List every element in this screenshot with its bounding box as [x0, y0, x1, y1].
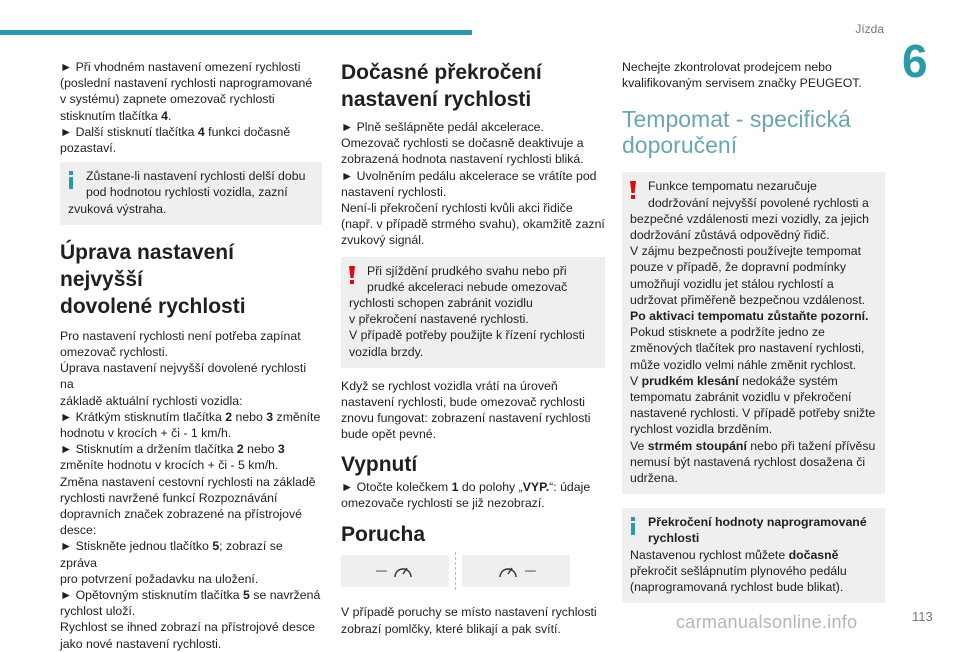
info-box: [60, 162, 322, 225]
text-line: Ve strmém stoupání nebo při tažení přívěsu: [630, 438, 876, 453]
text-line: nastavené rychlosti. V případě potřeby snižte: [630, 406, 876, 421]
text-line: rychlosti navržené funkcí Rozpoznávání: [60, 490, 278, 505]
info-icon: [66, 170, 76, 190]
text-line: ► Krátkým stisknutím tlačítka 2 nebo 3 změníte: [60, 409, 321, 424]
col2-after: [341, 378, 605, 443]
text-line: rychlost vozidla brzděním.: [630, 422, 773, 437]
watermark: carmanualsonline.info: [676, 612, 858, 632]
porucha-heading: Porucha: [341, 523, 426, 547]
text-line: stisknutím tlačítka 4.: [60, 108, 172, 123]
text-line: pod hodnotou rychlosti vozidla, zazní: [86, 185, 288, 200]
section-title: Jízda: [855, 22, 884, 36]
text-line: ► Plně sešlápněte pedál akcelerace.: [341, 120, 544, 134]
info-icon: [628, 516, 638, 536]
text-line: dopravních značek zobrazené na přístrojové: [60, 507, 302, 522]
text-line: prudké akceleraci nebude omezovač: [367, 279, 568, 294]
heading-line: Dočasné překročení: [341, 61, 542, 84]
text-line: zvukový signál.: [341, 233, 425, 248]
warning-icon: [347, 265, 357, 285]
text-line: základě aktuální rychlosti vozidla:: [60, 393, 243, 408]
text-line: ► Stiskněte jednou tlačítko 5; zobrazí se zpráva: [60, 539, 283, 570]
text-line: bezpečné vzdálenosti mezi vozidly, za jejich: [630, 211, 869, 226]
col2-heading: [341, 59, 605, 113]
text-line: znovu fungovat: zobrazení nastavení rychlosti: [341, 411, 591, 426]
page-number: 113: [912, 609, 933, 624]
warning-box-text: [349, 263, 597, 360]
text-line: Když se rychlost vozidla vrátí na úroveň: [341, 378, 558, 393]
speedometer-icon: [392, 562, 414, 580]
text-line: zobrazí pomlčky, které blikají a pak svítí.: [341, 621, 561, 636]
column-1: [60, 59, 322, 652]
text-line: omezovač rychlosti.: [60, 345, 168, 360]
text-line: Změna nastavení cestovní rychlosti na základě: [60, 474, 316, 489]
text-line: ► Opětovným stisknutím tlačítka 5 se navržená: [60, 588, 321, 603]
dashes-indicator: ----: [375, 565, 387, 578]
text-line: Pro nastavení rychlosti není potřeba zapínat: [60, 328, 301, 343]
col1-heading: [60, 239, 322, 320]
warning-icon: [628, 180, 638, 200]
text-line: ► Při vhodném nastavení omezení rychlosti: [60, 60, 301, 74]
text-line: dodržování zůstává odpovědný řidič.: [630, 228, 830, 243]
text-line: zobrazená hodnota nastavení rychlosti bliká.: [341, 152, 584, 167]
text-line: V případě potřeby použijte k řízení rychlosti: [349, 328, 585, 343]
text-line: ► Další stisknutí tlačítka 4 funkci dočasně: [60, 124, 291, 139]
text-line: rychlosti: [648, 531, 700, 546]
text-line: změníte hodnotu v krocích + či - 5 km/h.: [60, 458, 279, 473]
text-line: hodnotu v krocích + či - 1 km/h.: [60, 426, 232, 441]
text-line: (naprogramovaná rychlost bude blikat).: [630, 580, 844, 595]
text-line: Nastavenou rychlost můžete dočasně: [630, 547, 839, 562]
text-line: Po aktivaci tempomatu zůstaňte pozorní.: [630, 309, 869, 324]
text-line: rychlost uloží.: [60, 604, 136, 619]
text-line: vozidla brzdy.: [349, 344, 424, 359]
text-line: v systému) zapnete omezovač rychlosti: [60, 92, 275, 107]
text-line: udržovat přiměřeně bezpečnou vzdálenost.: [630, 292, 866, 307]
text-line: pozastaví.: [60, 141, 117, 156]
heading-line: Tempomat - specifická: [622, 106, 851, 133]
text-line: dodržování nejvyšší povolené rychlosti a: [648, 195, 869, 210]
text-line: Omezovač rychlosti se dočasně deaktivuje a: [341, 136, 584, 151]
text-line: V zájmu bezpečnosti používejte tempomat: [630, 244, 862, 259]
text-line: omezovače rychlosti se již nezobrazí.: [341, 496, 545, 511]
text-line: kvalifikovaným servisem značky PEUGEOT.: [622, 76, 862, 91]
heading-line: doporučení: [622, 132, 738, 159]
warning-box: [622, 172, 885, 494]
text-line: Nechejte zkontrolovat prodejcem nebo: [622, 60, 832, 74]
text-line: Rychlost se ihned zobrazí na přístrojové desce: [60, 620, 315, 635]
fault-panel-right: [462, 555, 570, 587]
text-line: rychlosti schopen zabránit vozidlu: [349, 296, 533, 311]
col3-intro: [622, 59, 885, 91]
text-line: V prudkém klesání nedokáže systém: [630, 373, 838, 388]
text-line: v překročení nastavené rychlosti.: [349, 312, 529, 327]
col1-intro: [60, 59, 322, 156]
info-box: [622, 508, 885, 603]
speedometer-icon: [497, 562, 519, 580]
text-line: V případě poruchy se místo nastavení rychlosti: [341, 605, 597, 620]
text-line: nastavení rychlosti.: [341, 184, 447, 199]
dashes-indicator: ----: [524, 565, 536, 578]
heading-line: Úprava nastavení nejvyšší: [60, 240, 234, 291]
chapter-number: 6: [902, 35, 928, 87]
text-line: Při sjíždění prudkého svahu nebo při: [367, 263, 567, 278]
panel-divider: [455, 552, 456, 590]
text-line: desce:: [60, 523, 97, 538]
text-line: ► Uvolněním pedálu akcelerace se vrátíte pod: [341, 168, 597, 183]
text-line: bude opět pevné.: [341, 427, 437, 442]
text-line: Zůstane-li nastavení rychlosti delší dobu: [86, 169, 306, 184]
fault-display: [341, 555, 605, 590]
col1-body: [60, 328, 322, 652]
vypnuti-heading: Vypnutí: [341, 452, 418, 476]
text-line: (poslední nastavení rychlosti naprogramované: [60, 76, 313, 91]
text-line: umožňují vozidlu jet stálou rychlostí a: [630, 276, 834, 291]
text-line: nemusí být nastavená rychlost dosažena či: [630, 454, 866, 469]
text-line: Pokud stisknete a podržíte jedno ze: [630, 325, 825, 340]
vypnuti-body: [341, 479, 605, 511]
text-line: Překročení hodnoty naprogramované: [648, 515, 867, 530]
warning-box-text: [630, 178, 877, 486]
col2-body: [341, 119, 605, 249]
text-line: tempomatu zabránit vozidlu v překročení: [630, 390, 852, 405]
porucha-body: [341, 604, 605, 636]
text-line: pouze v případě, že dopravní podmínky: [630, 260, 847, 275]
header-accent-bar: [0, 30, 472, 35]
text-line: Úprava nastavení nejvyšší dovolené rychlosti na: [60, 361, 307, 392]
text-line: jako nové nastavení rychlosti.: [60, 636, 222, 651]
text-line: překročit sešlápnutím plynového pedálu: [630, 563, 847, 578]
text-line: zvuková výstraha.: [68, 201, 167, 216]
text-line: nastavení rychlosti, bude omezovač rychlosti: [341, 395, 586, 410]
fault-panel-left: [341, 555, 449, 587]
info-box-text: [68, 168, 314, 217]
info-box-text: [630, 514, 877, 595]
col3-heading: [622, 106, 885, 158]
text-line: ► Stisknutím a držením tlačítka 2 nebo 3: [60, 442, 285, 457]
column-2: [341, 59, 605, 637]
text-line: ► Otočte kolečkem 1 do polohy „VYP.“: údaje: [341, 479, 591, 494]
text-line: udržena.: [630, 471, 678, 486]
text-line: může vozidlo velmi náhle změnit rychlost.: [630, 357, 857, 372]
heading-line: dovolené rychlosti: [60, 294, 246, 318]
column-3: [622, 59, 885, 603]
text-line: Není-li překročení rychlosti kvůli akci řidiče: [341, 201, 573, 216]
heading-line: nastavení rychlosti: [341, 88, 532, 111]
text-line: pro potvrzení požadavku na uložení.: [60, 571, 259, 586]
warning-box: [341, 257, 605, 368]
text-line: změnových tlačítek pro nastavení rychlosti,: [630, 341, 865, 356]
text-line: (např. v případě strmého svahu), okamžitě zazní: [341, 217, 605, 232]
text-line: Funkce tempomatu nezaručuje: [648, 179, 817, 194]
